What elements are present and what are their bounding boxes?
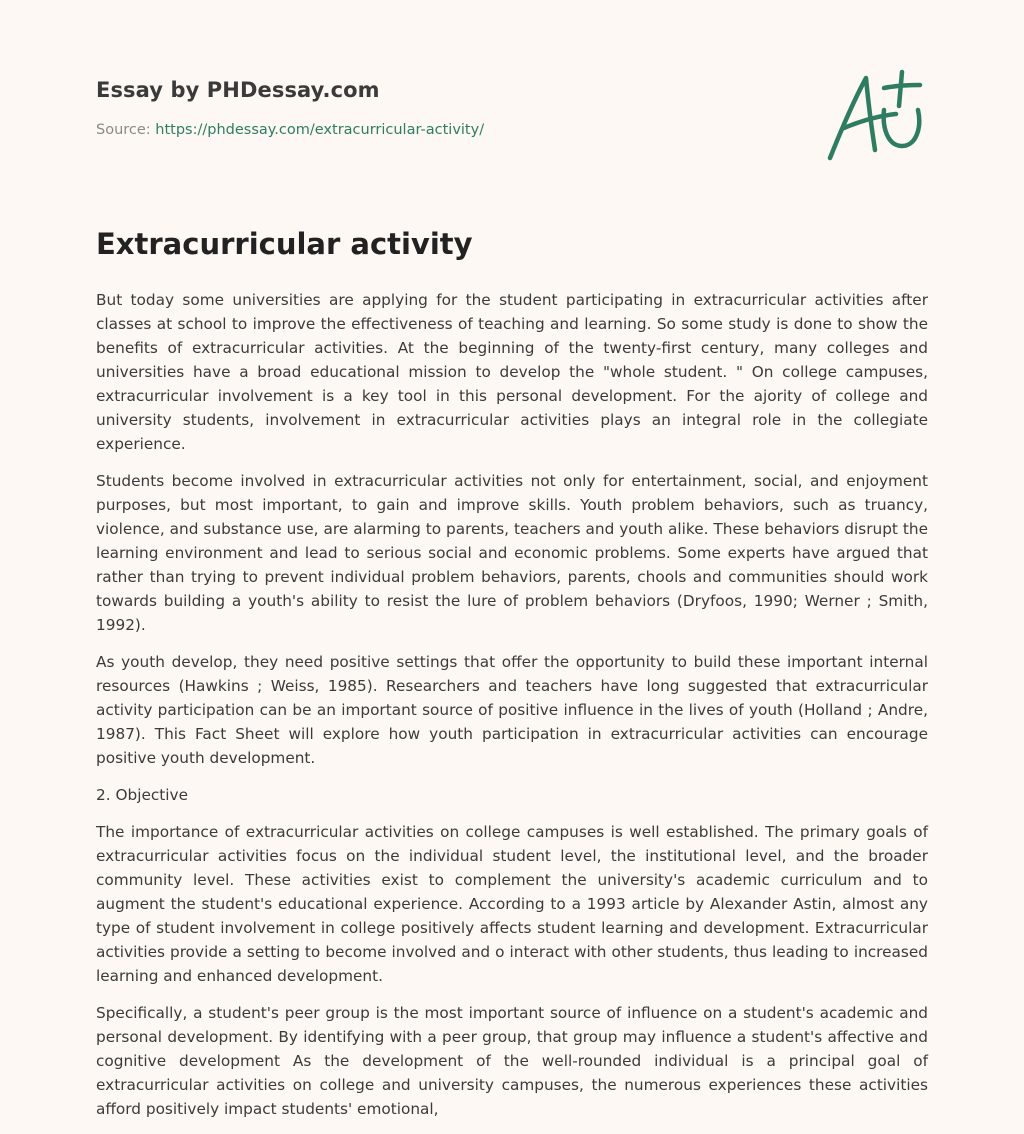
essay-paragraph: But today some universities are applying for the student participating in extracurricular activities after classes at school to improve the effectiveness of teaching and learning. So some study is done to show the benefits of extracurricular activities. At the beginning of the twenty-first century, many colleges and universities have a broad educational mission to develop the "whole student. " On college campuses, extracurricular involvement is a key tool in this personal development. For the ajority of college and university students, involvement in extracurricular activities plays an integral role in the collegiate experience. [96, 291, 928, 453]
essay-paragraph: As youth develop, they need positive settings that offer the opportunity to build these important internal resources (Hawkins ; Weiss, 1985). Researchers and teachers have long suggested that extracurricular activity participation can be an important source of positive influence in the lives of youth (Holland ; Andre, 1987). This Fact Sheet will explore how youth participation in extracurricular activities can encourage positive youth development. [96, 653, 928, 767]
essay-body [96, 222, 928, 1134]
essay-paragraph: Students become involved in extracurricular activities not only for entertainment, social, and enjoyment purposes, but most important, to gain and improve skills. Youth problem behaviors, such as truancy, violence, and substance use, are alarming to parents, teachers and youth alike. These behaviors disrupt the learning environment and lead to serious social and economic problems. Some experts have argued that rather than trying to prevent individual problem behaviors, parents, chools and communities should work towards building a youth's ability to resist the lure of problem behaviors (Dryfoos, 1990; Werner ; Smith, 1992). [96, 472, 928, 634]
essay-title: Extracurricular activity [96, 227, 473, 261]
section-heading-objective: 2. Objective [96, 786, 188, 804]
essay-paragraph: The importance of extracurricular activities on college campuses is well established. The primary goals of extracurricular activities focus on the individual student level, the institutional level, and the broader community level. These activities exist to complement the university's academic curriculum and to augment the student's educational experience. According to a 1993 article by Alexander Astin, almost any type of student involvement in college positively affects student learning and development. Extracurricular activities provide a setting to become involved and o interact with other students, thus leading to increased learning and enhanced development. [96, 823, 928, 985]
source-link[interactable]: https://phdessay.com/extracurricular-activity/ [155, 122, 485, 138]
a-plus-logo-icon [822, 66, 928, 166]
page-header [96, 74, 928, 138]
source-line [96, 122, 484, 138]
essay-paragraph: Specifically, a student's peer group is the most important source of influence on a student's academic and personal development. By identifying with a peer group, that group may influence a student's affective and cognitive development As the development of the well-rounded individual is a principal goal of extracurricular activities on college and university campuses, the numerous experiences these activities afford positively impact students' emotional, [96, 1004, 928, 1118]
source-label: Source: [96, 122, 156, 138]
a-plus-logo [822, 66, 928, 166]
site-title: Essay by PHDessay.com [96, 78, 380, 102]
